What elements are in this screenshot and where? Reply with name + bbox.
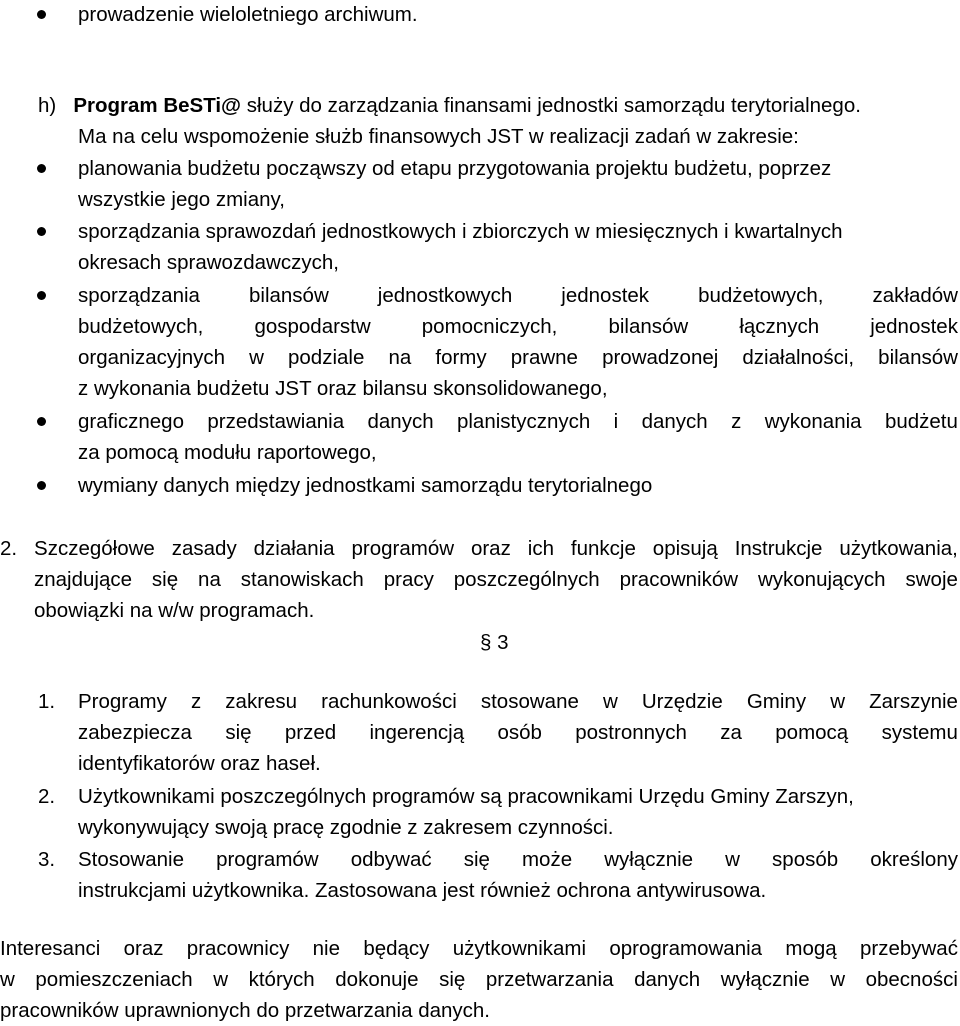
word: Zarszynie	[869, 690, 958, 713]
list-item-line: okresach sprawozdawczych,	[78, 251, 339, 274]
list-item-line: z wykonania budżetu JST oraz bilansu skonsolidowanego,	[78, 377, 608, 400]
word: jednostkowych	[377, 284, 513, 307]
word: Urzędzie	[641, 690, 723, 713]
list-item-archive: prowadzenie wieloletniego archiwum.	[78, 3, 418, 26]
word: zabezpiecza	[78, 721, 192, 744]
word: przebywać	[859, 937, 958, 960]
list-item-line: sporządzania sprawozdań jednostkowych i zbiorczych w miesięcznych i kwartalnych	[78, 220, 843, 243]
word: mogą	[785, 937, 837, 960]
word: się	[439, 968, 466, 991]
item-line	[78, 717, 958, 748]
word: dokonuje	[335, 968, 419, 991]
word: pomieszczeniach	[35, 968, 193, 991]
item-line: Użytkownikami poszczególnych programów są pracownikami Urzędu Gminy Zarszyn,	[78, 785, 854, 808]
word: planistycznych	[456, 410, 591, 433]
word: funkcje	[570, 537, 636, 560]
word: formy	[435, 346, 487, 369]
section-h-marker: h)	[38, 94, 57, 117]
word: Instrukcje	[734, 537, 823, 560]
word: organizacyjnych	[78, 346, 225, 369]
list-item-line: wymiany danych między jednostkami samorządu terytorialnego	[78, 474, 653, 497]
word: określony	[870, 848, 958, 871]
point-2-line	[0, 533, 958, 564]
word: pracowników	[619, 568, 739, 591]
word: wykonania	[764, 410, 862, 433]
word: odbywać	[350, 848, 432, 871]
word: pracy	[383, 568, 434, 591]
word: przetwarzania	[485, 968, 614, 991]
word: w	[830, 690, 845, 713]
word: się	[225, 721, 252, 744]
word: Stosowanie	[78, 848, 184, 871]
bullet-icon	[37, 291, 46, 300]
word: pomocą	[775, 721, 849, 744]
word: się	[151, 568, 179, 591]
word: Programy	[78, 690, 167, 713]
item-line	[78, 844, 958, 875]
word: w	[725, 848, 740, 871]
point-2-line: obowiązki na w/w programach.	[34, 599, 315, 622]
word: gospodarstw	[254, 315, 371, 338]
word: użytkowania,	[839, 537, 958, 560]
item-number: 3.	[38, 848, 56, 871]
word: sporządzania	[78, 284, 200, 307]
program-name: Program BeSTi@	[73, 94, 242, 117]
word: stanowiskach	[240, 568, 364, 591]
word: bilansów	[608, 315, 689, 338]
word: zasady	[171, 537, 237, 560]
item-number: 1.	[38, 690, 56, 713]
word: Gminy	[746, 690, 807, 713]
word: na	[388, 346, 412, 369]
section-h-intro: Ma na celu wspomożenie służb finansowych JST w realizacji zadań w zakresie:	[78, 125, 799, 148]
item-number: 2.	[38, 785, 56, 808]
word: znajdujące	[34, 568, 133, 591]
word: bilansów	[878, 346, 958, 369]
word: przed	[284, 721, 337, 744]
justified-line	[78, 406, 958, 437]
word: w	[249, 346, 264, 369]
word: sposób	[772, 848, 839, 871]
word: poszczególnych	[453, 568, 600, 591]
word: na	[198, 568, 221, 591]
word: w	[602, 690, 618, 713]
word: systemu	[881, 721, 958, 744]
word: oraz	[470, 537, 511, 560]
word: programów	[351, 537, 455, 560]
word: łącznych	[739, 315, 820, 338]
bullet-icon	[37, 10, 46, 19]
word: ich	[527, 537, 554, 560]
word: działania	[253, 537, 335, 560]
word: opisują	[652, 537, 718, 560]
word: obecności	[865, 968, 958, 991]
word: użytkownikami	[452, 937, 587, 960]
word: będący	[363, 937, 430, 960]
word: budżetu	[884, 410, 958, 433]
item-line: instrukcjami użytkownika. Zastosowana jest również ochrona antywirusowa.	[78, 879, 767, 902]
section-3-heading: § 3	[480, 631, 509, 654]
word: oprogramowania	[609, 937, 763, 960]
word: zakresu	[225, 690, 298, 713]
word: bilansów	[248, 284, 329, 307]
word: się	[463, 848, 490, 871]
word: pracownicy	[186, 937, 290, 960]
bullet-icon	[37, 417, 46, 426]
closing-line: pracowników uprawnionych do przetwarzania danych.	[0, 999, 490, 1022]
word: graficznego	[78, 410, 184, 433]
word: danych	[367, 410, 434, 433]
justified-line	[78, 311, 958, 342]
item-line: identyfikatorów oraz haseł.	[78, 752, 321, 775]
bullet-icon	[37, 164, 46, 173]
word: przedstawiania	[207, 410, 345, 433]
word: 2.	[0, 537, 18, 560]
word: prowadzonej	[602, 346, 719, 369]
word: których	[248, 968, 315, 991]
item-line: wykonywujący swoją pracę zgodnie z zakresem czynności.	[78, 816, 614, 839]
word: w	[0, 968, 15, 991]
word: budżetowych,	[698, 284, 824, 307]
list-item-line: planowania budżetu począwszy od etapu przygotowania projektu budżetu, poprzez	[78, 157, 832, 180]
list-item-line: za pomocą modułu raportowego,	[78, 441, 377, 464]
word: pomocniczych,	[421, 315, 558, 338]
word: z	[731, 410, 742, 433]
word: nie	[312, 937, 341, 960]
word: oraz	[123, 937, 164, 960]
word: jednostek	[870, 315, 958, 338]
word: podziale	[288, 346, 365, 369]
word: Interesanci	[0, 937, 101, 960]
justified-line	[78, 342, 958, 373]
item-line	[78, 686, 958, 717]
word: prawne	[510, 346, 578, 369]
word: wyłącznie	[604, 848, 694, 871]
bullet-icon	[37, 481, 46, 490]
word: ingerencją	[369, 721, 465, 744]
word: może	[521, 848, 573, 871]
word: wykonujących	[757, 568, 886, 591]
word: swoje	[905, 568, 958, 591]
word: Szczegółowe	[34, 537, 155, 560]
word: w	[213, 968, 229, 991]
word: i	[613, 410, 619, 433]
list-item-line: wszystkie jego zmiany,	[78, 188, 285, 211]
word: z	[190, 690, 202, 713]
word: zakładów	[872, 284, 958, 307]
word: budżetowych,	[78, 315, 204, 338]
word: w	[830, 968, 846, 991]
word: stosowane	[480, 690, 579, 713]
justified-line	[78, 280, 958, 311]
bullet-icon	[37, 227, 46, 236]
word: rachunkowości	[321, 690, 457, 713]
word: programów	[216, 848, 319, 871]
word: osób	[497, 721, 542, 744]
word: za	[720, 721, 742, 744]
word: działalności,	[742, 346, 855, 369]
closing-line	[0, 933, 958, 964]
point-2-line	[34, 564, 958, 595]
word: wyłącznie	[720, 968, 810, 991]
word: danych	[641, 410, 708, 433]
section-h-heading	[38, 90, 861, 121]
word: danych	[634, 968, 701, 991]
program-desc: służy do zarządzania finansami jednostki samorządu terytorialnego.	[241, 94, 861, 117]
word: postronnych	[575, 721, 687, 744]
closing-line	[0, 964, 958, 995]
word: jednostek	[561, 284, 650, 307]
